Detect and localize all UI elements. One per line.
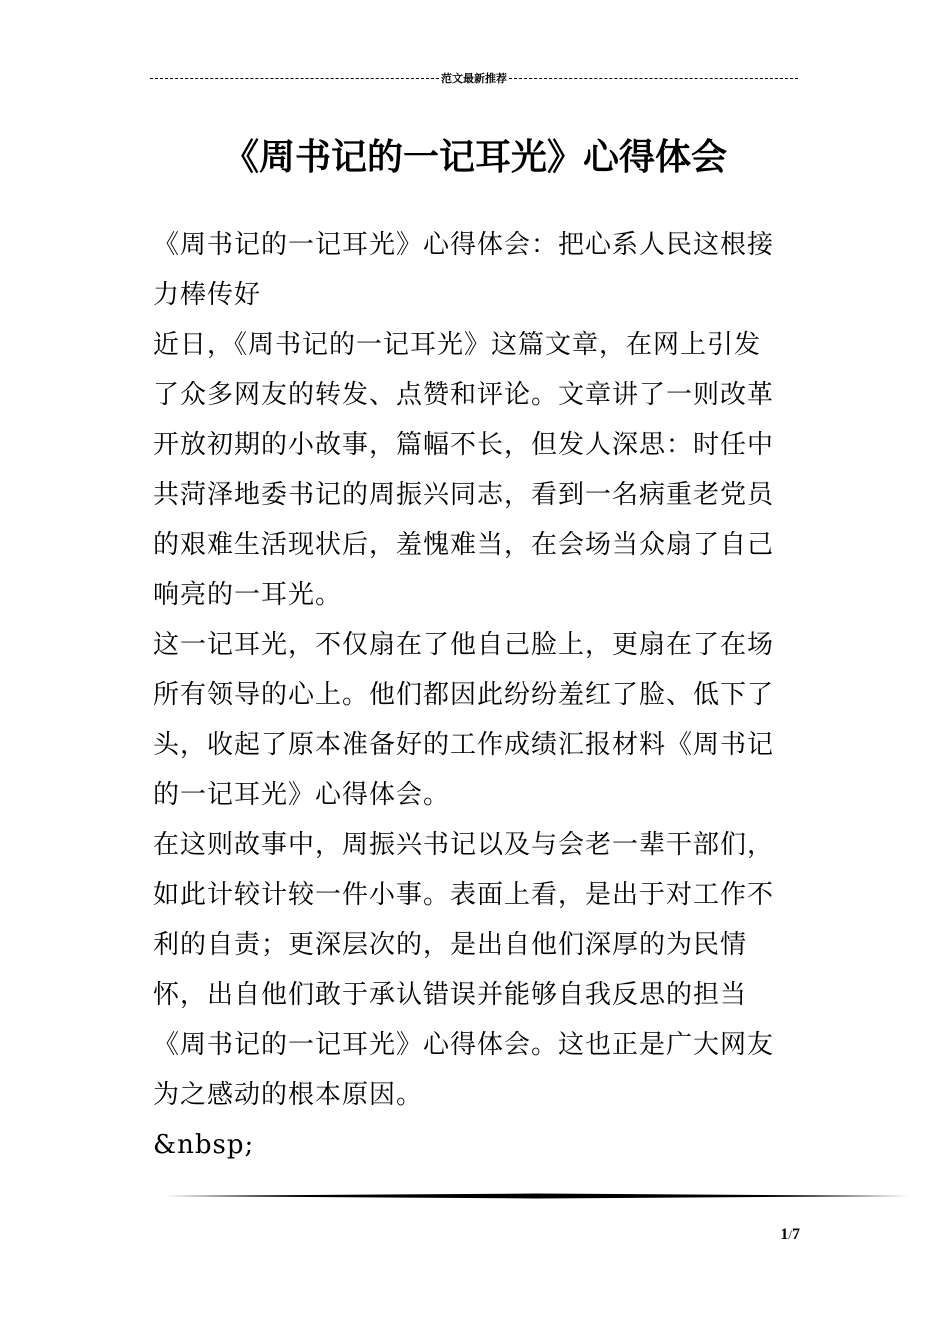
footer-divider [165, 1192, 910, 1200]
paragraph-placeholder: &nbsp; [153, 1130, 255, 1160]
paragraph: 这一记耳光，不仅扇在了他自己脸上，更扇在了在场所有领导的心上。他们都因此纷纷羞红了脸、低下了头，收起了原本准备好的工作成绩汇报材料《周书记的一记耳光》心得体会。 [153, 630, 775, 810]
paragraph: 近日，《周书记的一记耳光》这篇文章，在网上引发了众多网友的转发、点赞和评论。文章讲了一则改革开放初期的小故事，篇幅不长，但发人深思：时任中共菏泽地委书记的周振兴同志，看到一名病重老党员的艰难生活现状后，羞愧难当，在会场当众扇了自己响亮的一耳光。 [153, 330, 775, 610]
header-dash-right [509, 78, 798, 79]
page-number [740, 1226, 800, 1244]
header-label: 范文最新推荐 [441, 72, 507, 85]
page-total: 7 [792, 1226, 800, 1243]
paragraph-subtitle: 《周书记的一记耳光》心得体会：把心系人民这根接力棒传好 [153, 230, 775, 310]
paragraph: 在这则故事中，周振兴书记以及与会老一辈干部们，如此计较计较一件小事。表面上看，是出于对工作不利的自责；更深层次的，是出自他们深厚的为民情怀，出自他们敢于承认错误并能够自我反思的担当《周书记的一记耳光》心得体会。这也正是广大网友为之感动的根本原因。 [153, 830, 775, 1110]
header-rule [150, 68, 798, 88]
document-body [153, 220, 785, 1170]
header-dash-left [150, 78, 439, 79]
page-current: 1 [780, 1226, 789, 1243]
document-title: 《周书记的一记耳光》心得体会 [222, 137, 727, 178]
page-separator: / [788, 1227, 792, 1242]
